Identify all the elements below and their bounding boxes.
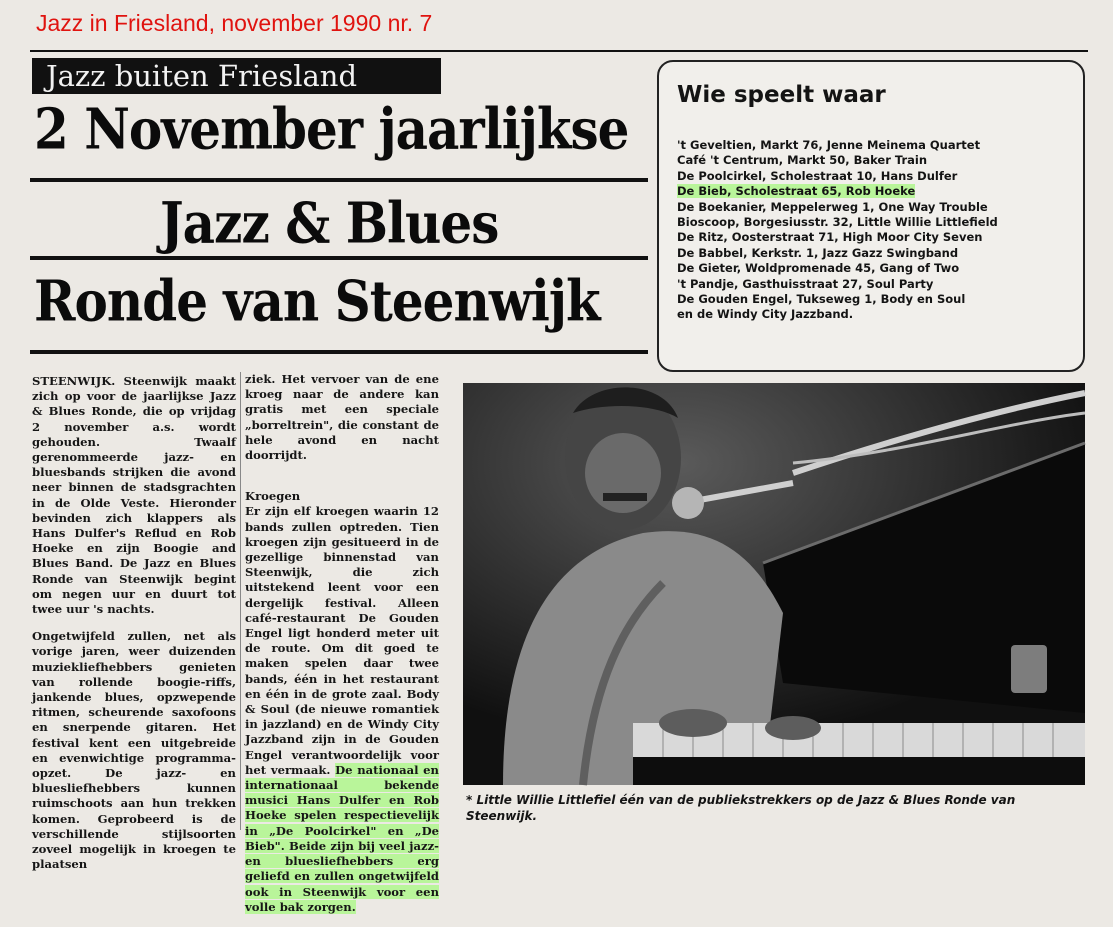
- kroegen-highlight: De nationaal en internationaal bekende musici Hans Dulfer en Rob Hoeke spelen respectievelijk in „De Poolcirkel" en „De Bieb". Beide zijn bij veel jazz- en bluesliefhebbers erg geliefd en zullen ongetwijfeld ook in Steenwijk voor een volle bak zorgen.: [245, 762, 439, 914]
- article-paragraph-2: Ongetwijfeld zullen, net als vorige jaren, weer duizenden muziekliefhebbers genieten van rollende boogie-riffs, jankende blues, opzwepende ritmen, scheurende saxofoons en snerpende gitaren. Het festival kent een uitgebreide en evenwichtige programma-opzet. De jazz- en bluesliefhebbers kunnen ruimschoots aan hun trekken komen. Geprobeerd is de verschillende stijlsoorten zoveel mogelijk in kroegen te plaatsen: [32, 629, 236, 872]
- venue-item: Bioscoop, Borgesiusstr. 32, Little Willie Littlefield: [677, 215, 998, 230]
- article-column-2-top: ziek. Het vervoer van de ene kroeg naar de andere kan gratis met een speciale „borreltrein", die constant de hele avond en nacht doorrijdt.: [245, 372, 439, 463]
- venue-item: De Poolcirkel, Scholestraat 10, Hans Dulfer: [677, 168, 958, 183]
- venue-item: De Boekanier, Meppelerweg 1, One Way Trouble: [677, 199, 988, 214]
- headline-line-2: Jazz & Blues: [160, 190, 499, 257]
- overlay-title: Jazz in Friesland, november 1990 nr. 7: [36, 10, 433, 36]
- kroegen-body: Er zijn elf kroegen waarin 12 bands zullen optreden. Tien kroegen zijn gesitueerd in de gezellige binnenstad van Steenwijk, die zich uitstekend leent voor een dergelijk festival. Alleen café-restaurant De Gouden Engel ligt honderd meter uit de route. Om dit goed te maken spelen daar twee bands, één in het restaurant en één in de grote zaal. Body & Soul (de nieuwe romantiek in jazzland) en de Windy City Jazzband zijn in de Gouden Engel verantwoordelijk voor het vermaak.: [245, 504, 439, 777]
- photo-caption: * Little Willie Littlefiel één van de publiekstrekkers op de Jazz & Blues Ronde van Steenwijk.: [466, 793, 1016, 823]
- headline-rule-1: [30, 178, 648, 182]
- venue-item: De Ritz, Oosterstraat 71, High Moor City Seven: [677, 230, 983, 245]
- bleed-through-text: [1085, 60, 1113, 372]
- venue-item: De Babbel, Kerkstr. 1, Jazz Gazz Swingband: [677, 245, 959, 260]
- venue-item-highlight: De Bieb, Scholestraat 65, Rob Hoeke: [677, 184, 916, 199]
- headline-line-1: 2 November jaarlijkse: [34, 96, 629, 163]
- pianist-illustration: [463, 383, 1085, 785]
- venue-item: 't Pandje, Gasthuisstraat 27, Soul Party: [677, 276, 934, 291]
- venue-item: De Gouden Engel, Tukseweg 1, Body en Soul: [677, 292, 966, 307]
- venue-item: [677, 184, 998, 199]
- venue-item: en de Windy City Jazzband.: [677, 307, 854, 322]
- pianist-photo: [463, 383, 1085, 785]
- top-rule: [30, 50, 1088, 52]
- headline-rule-3: [30, 350, 648, 354]
- article-column-1: [32, 374, 236, 872]
- venue-list: [677, 138, 998, 323]
- section-kicker: Jazz buiten Friesland: [32, 58, 441, 94]
- article-column-2: [245, 372, 439, 927]
- column-divider: [240, 372, 241, 830]
- venue-item: Café 't Centrum, Markt 50, Baker Train: [677, 153, 928, 168]
- kroegen-heading: Kroegen: [245, 489, 301, 504]
- venue-box: [657, 60, 1085, 372]
- kroegen-text: [245, 504, 439, 914]
- venue-item: De Gieter, Woldpromenade 45, Gang of Two: [677, 261, 960, 276]
- venue-item: 't Geveltien, Markt 76, Jenne Meinema Quartet: [677, 138, 981, 152]
- headline-rule-2: [30, 256, 648, 260]
- headline-line-3: Ronde van Steenwijk: [34, 268, 600, 335]
- venue-box-title: Wie speelt waar: [677, 82, 886, 108]
- article-lead: STEENWIJK. Steenwijk maakt zich op voor de jaarlijkse Jazz & Blues Ronde, die op vrijdag 2 november a.s. wordt gehouden. Twaalf gerenommeerde jazz- en bluesbands strijken die avond neer binnen de stadsgrachten in de Olde Veste. Hieronder bevinden zich klappers als Hans Dulfer's Reflud en Rob Hoeke en zijn Boogie and Blues Band. De Jazz en Blues Ronde van Steenwijk begint om negen uur en duurt tot twee uur 's nachts.: [32, 374, 236, 617]
